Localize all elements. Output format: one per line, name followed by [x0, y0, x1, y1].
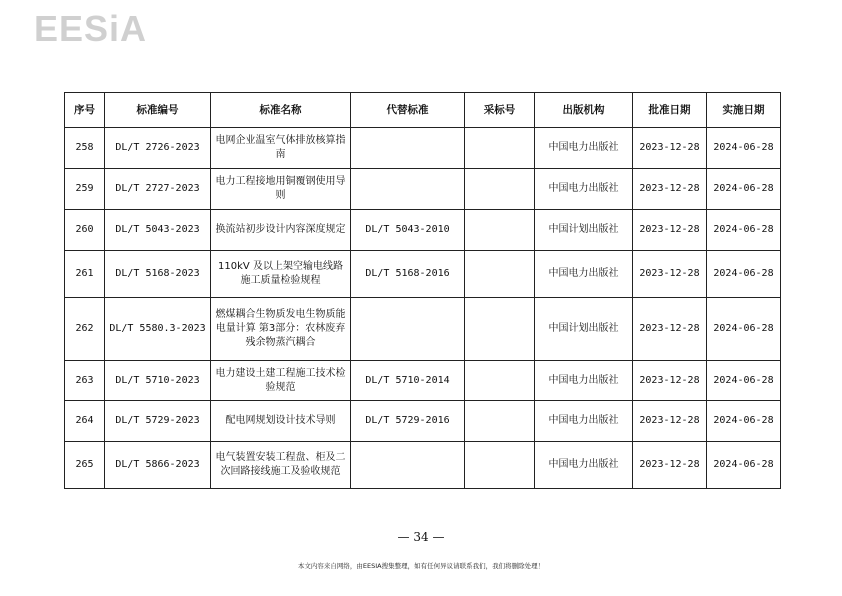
cell-publisher: 中国电力出版社 [535, 251, 633, 298]
cell-name: 电气装置安装工程盘、柜及二次回路接线施工及验收规范 [211, 442, 351, 489]
cell-no: 259 [65, 169, 105, 210]
table-row [65, 361, 781, 401]
cell-name: 换流站初步设计内容深度规定 [211, 210, 351, 251]
footer-note: 本文内容来自网络，由EESIA搜集整理，如有任何异议请联系我们，我们将删除处理！ [297, 562, 545, 570]
cell-replaces [351, 128, 465, 169]
cell-replaces [351, 442, 465, 489]
page-number: — 34 — [397, 530, 445, 544]
cell-adopted [465, 169, 535, 210]
cell-approved: 2023-12-28 [633, 401, 707, 442]
table-row [65, 128, 781, 169]
cell-name: 配电网规划设计技术导则 [211, 401, 351, 442]
cell-effective: 2024-06-28 [707, 401, 781, 442]
cell-code: DL/T 5580.3-2023 [105, 298, 211, 361]
cell-publisher: 中国电力出版社 [535, 169, 633, 210]
cell-publisher: 中国计划出版社 [535, 210, 633, 251]
cell-publisher: 中国电力出版社 [535, 128, 633, 169]
cell-effective: 2024-06-28 [707, 442, 781, 489]
cell-replaces: DL/T 5710-2014 [351, 361, 465, 401]
eesia-logo: EESiA [34, 8, 148, 49]
cell-replaces: DL/T 5729-2016 [351, 401, 465, 442]
cell-replaces [351, 169, 465, 210]
cell-approved: 2023-12-28 [633, 361, 707, 401]
cell-no: 258 [65, 128, 105, 169]
header-approved: 批准日期 [633, 93, 707, 128]
cell-no: 265 [65, 442, 105, 489]
header-code: 标准编号 [105, 93, 211, 128]
cell-no: 263 [65, 361, 105, 401]
cell-no: 262 [65, 298, 105, 361]
header-adopted: 采标号 [465, 93, 535, 128]
table-row [65, 401, 781, 442]
cell-effective: 2024-06-28 [707, 128, 781, 169]
table-row [65, 298, 781, 361]
cell-no: 264 [65, 401, 105, 442]
cell-publisher: 中国电力出版社 [535, 401, 633, 442]
cell-no: 261 [65, 251, 105, 298]
cell-publisher: 中国电力出版社 [535, 361, 633, 401]
cell-code: DL/T 2726-2023 [105, 128, 211, 169]
cell-adopted [465, 401, 535, 442]
cell-adopted [465, 442, 535, 489]
table-row [65, 251, 781, 298]
cell-publisher: 中国计划出版社 [535, 298, 633, 361]
cell-approved: 2023-12-28 [633, 169, 707, 210]
cell-replaces [351, 298, 465, 361]
cell-no: 260 [65, 210, 105, 251]
cell-approved: 2023-12-28 [633, 442, 707, 489]
cell-code: DL/T 5866-2023 [105, 442, 211, 489]
cell-approved: 2023-12-28 [633, 251, 707, 298]
cell-effective: 2024-06-28 [707, 298, 781, 361]
cell-code: DL/T 5729-2023 [105, 401, 211, 442]
cell-code: DL/T 5168-2023 [105, 251, 211, 298]
cell-effective: 2024-06-28 [707, 361, 781, 401]
cell-adopted [465, 361, 535, 401]
header-name: 标准名称 [211, 93, 351, 128]
cell-name: 电力工程接地用铜覆钢使用导则 [211, 169, 351, 210]
cell-approved: 2023-12-28 [633, 298, 707, 361]
header-no: 序号 [65, 93, 105, 128]
cell-replaces: DL/T 5043-2010 [351, 210, 465, 251]
cell-code: DL/T 5043-2023 [105, 210, 211, 251]
table-row [65, 169, 781, 210]
table-header-row [65, 93, 781, 128]
cell-name: 110kV 及以上架空输电线路施工质量检验规程 [211, 251, 351, 298]
cell-code: DL/T 5710-2023 [105, 361, 211, 401]
cell-approved: 2023-12-28 [633, 210, 707, 251]
cell-adopted [465, 210, 535, 251]
header-publisher: 出版机构 [535, 93, 633, 128]
table-row [65, 442, 781, 489]
header-replaces: 代替标准 [351, 93, 465, 128]
cell-replaces: DL/T 5168-2016 [351, 251, 465, 298]
cell-effective: 2024-06-28 [707, 251, 781, 298]
standards-table [64, 92, 781, 489]
cell-approved: 2023-12-28 [633, 128, 707, 169]
header-effective: 实施日期 [707, 93, 781, 128]
cell-effective: 2024-06-28 [707, 169, 781, 210]
cell-name: 电网企业温室气体排放核算指南 [211, 128, 351, 169]
cell-name: 电力建设土建工程施工技术检验规范 [211, 361, 351, 401]
cell-name: 燃煤耦合生物质发电生物质能电量计算 第3部分：农林废弃残余物蒸汽耦合 [211, 298, 351, 361]
cell-adopted [465, 251, 535, 298]
cell-effective: 2024-06-28 [707, 210, 781, 251]
cell-publisher: 中国电力出版社 [535, 442, 633, 489]
table-row [65, 210, 781, 251]
cell-adopted [465, 128, 535, 169]
cell-code: DL/T 2727-2023 [105, 169, 211, 210]
cell-adopted [465, 298, 535, 361]
